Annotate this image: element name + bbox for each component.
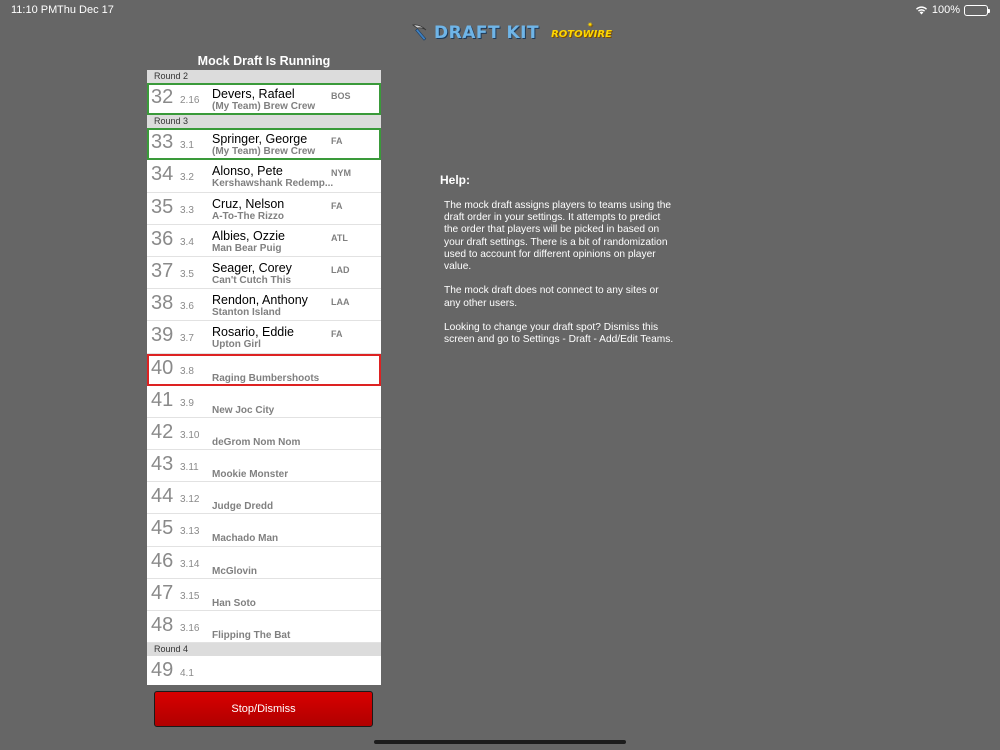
pick-slot: 3.13: [180, 526, 200, 538]
pick-number: 37: [151, 259, 174, 282]
pick-number: 32: [151, 86, 174, 108]
status-time: 11:10 PM: [11, 4, 58, 16]
fantasy-team-name: Raging Bumbershoots: [212, 372, 320, 384]
help-paragraph: The mock draft assigns players to teams using the draft order in your settings. It attempts to predict the order that players will be picked in based on your draft settings. There is a bit of randomization used to account for different opinions on player value.: [444, 200, 672, 273]
pick-number: 41: [151, 388, 174, 411]
home-indicator[interactable]: [374, 740, 626, 744]
pick-row[interactable]: [147, 579, 381, 611]
player-mlb-team: NYM: [331, 168, 351, 179]
player-mlb-team: FA: [331, 200, 343, 211]
pick-row[interactable]: [147, 289, 381, 321]
fantasy-team-name: deGrom Nom Nom: [212, 436, 301, 448]
help-body: [444, 200, 676, 359]
pick-slot: 3.1: [180, 140, 194, 152]
player-name: Rendon, Anthony: [212, 293, 308, 308]
fantasy-team-name: Mookie Monster: [212, 469, 289, 481]
wifi-icon: [915, 5, 928, 15]
pick-slot: 3.5: [180, 268, 194, 280]
player-name: Rosario, Eddie: [212, 325, 294, 340]
pick-row[interactable]: [147, 321, 381, 353]
pick-slot: 3.8: [180, 365, 194, 377]
fantasy-team-name: Man Bear Puig: [212, 242, 282, 254]
player-mlb-team: BOS: [331, 91, 351, 101]
fantasy-team-name: Can't Cutch This: [212, 274, 292, 286]
help-paragraph: The mock draft does not connect to any sites or any other users.: [444, 285, 659, 309]
pick-number: 38: [151, 292, 174, 315]
fantasy-team-name: Stanton Island: [212, 307, 281, 319]
pick-number: 49: [151, 659, 174, 682]
fantasy-team-name: Kershawshank Redemp...: [212, 178, 334, 190]
pick-row[interactable]: [147, 160, 381, 192]
battery-icon: [964, 5, 988, 16]
pick-number: 42: [151, 420, 174, 443]
player-name: Seager, Corey: [212, 260, 292, 275]
pick-number: 35: [151, 195, 174, 218]
status-bar: [0, 0, 1000, 20]
pick-slot: 3.12: [180, 494, 200, 506]
logo-brand: ROTOWIRE ✷: [551, 20, 612, 40]
pick-number: 44: [151, 485, 174, 508]
pick-number: 34: [151, 163, 174, 186]
pick-slot: 4.1: [180, 668, 194, 680]
status-date: Thu Dec 17: [57, 4, 114, 16]
pick-slot: 3.15: [180, 590, 200, 602]
help-paragraph: Looking to change your draft spot? Dismiss this screen and go to Settings - Draft - Add/Edit Teams.: [444, 322, 674, 346]
fantasy-team-name: (My Team) Brew Crew: [212, 101, 316, 112]
player-name: Devers, Rafael: [212, 87, 295, 101]
help-title: Help:: [440, 173, 470, 187]
pick-number: 43: [151, 453, 174, 476]
pick-slot: 3.7: [180, 333, 194, 345]
pick-slot: 3.16: [180, 623, 200, 634]
pick-number: 36: [151, 227, 174, 250]
pick-row[interactable]: [147, 83, 381, 115]
player-name: Albies, Ozzie: [212, 228, 285, 243]
fantasy-team-name: New Joc City: [212, 404, 275, 416]
pick-row[interactable]: [147, 482, 381, 514]
player-name: Cruz, Nelson: [212, 196, 285, 211]
status-right: [915, 4, 988, 16]
stop-dismiss-button[interactable]: Stop/Dismiss: [154, 691, 373, 727]
fantasy-team-name: McGlovin: [212, 565, 258, 577]
pick-number: 40: [151, 356, 174, 379]
player-mlb-team: LAA: [331, 297, 350, 308]
player-mlb-team: FA: [331, 329, 343, 340]
draft-list-content: [147, 70, 381, 685]
pick-row[interactable]: [147, 193, 381, 225]
pick-row[interactable]: [147, 225, 381, 257]
pick-slot: 3.9: [180, 397, 194, 409]
pick-number: 39: [151, 324, 174, 347]
pick-slot: 2.16: [180, 95, 200, 106]
pick-number: 33: [151, 131, 174, 154]
player-name: Springer, George: [212, 132, 308, 147]
player-name: Alonso, Pete: [212, 164, 283, 179]
draft-list[interactable]: [147, 70, 381, 685]
app-logo: [410, 22, 612, 44]
pick-row[interactable]: [147, 611, 381, 643]
pick-slot: 3.6: [180, 301, 194, 313]
pickaxe-icon: [410, 23, 430, 43]
draft-title: Mock Draft Is Running: [197, 54, 331, 68]
fantasy-team-name: Judge Dredd: [212, 501, 274, 513]
pick-row[interactable]: [147, 257, 381, 289]
pick-slot: 3.11: [180, 462, 199, 474]
round-header: Round 3: [147, 115, 381, 128]
fantasy-team-name: Han Soto: [212, 597, 256, 609]
pick-number: 47: [151, 581, 174, 604]
pick-slot: 3.2: [180, 172, 194, 184]
battery-percent: 100%: [931, 4, 960, 16]
pick-slot: 3.4: [180, 236, 194, 248]
fantasy-team-name: Flipping The Bat: [212, 630, 291, 641]
pick-row[interactable]: [147, 514, 381, 546]
pick-row[interactable]: [147, 450, 381, 482]
pick-number: 45: [151, 517, 174, 540]
fantasy-team-name: Upton Girl: [212, 339, 261, 351]
fantasy-team-name: A-To-The Rizzo: [212, 210, 285, 222]
round-header: Round 4: [147, 643, 381, 656]
pick-row[interactable]: [147, 547, 381, 579]
pick-slot: 3.14: [180, 558, 200, 570]
pick-slot: 3.3: [180, 204, 194, 216]
pick-row[interactable]: [147, 386, 381, 418]
player-mlb-team: LAD: [331, 264, 350, 275]
logo-title: DRAFT KIT: [434, 23, 540, 43]
pick-row-partial[interactable]: [147, 656, 381, 685]
fantasy-team-name: (My Team) Brew Crew: [212, 146, 316, 158]
pick-number: 48: [151, 614, 174, 636]
player-mlb-team: ATL: [331, 232, 348, 243]
pick-slot: 3.10: [180, 429, 200, 441]
player-mlb-team: FA: [331, 136, 343, 147]
fantasy-team-name: Machado Man: [212, 533, 279, 545]
pick-row[interactable]: [147, 128, 381, 160]
pick-number: 46: [151, 549, 174, 572]
round-header: Round 2: [147, 70, 381, 83]
pick-row-on-clock[interactable]: [147, 354, 381, 386]
pick-row[interactable]: [147, 418, 381, 450]
